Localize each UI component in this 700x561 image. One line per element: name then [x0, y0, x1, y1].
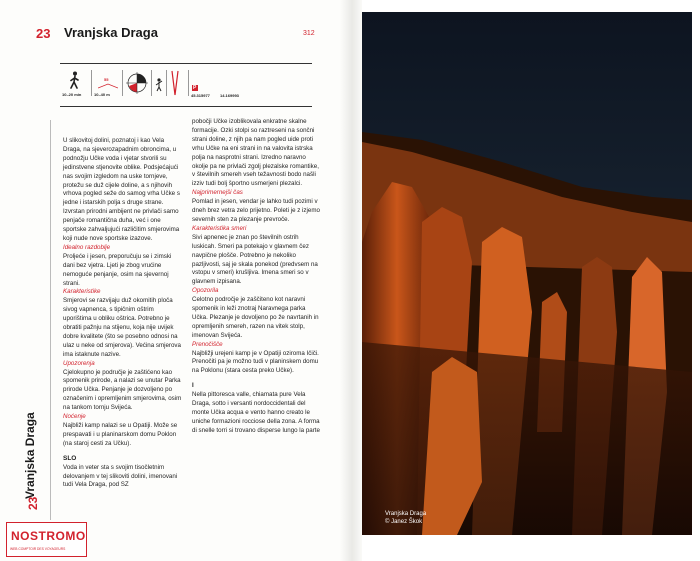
latitude-value: 45.315977	[191, 93, 210, 98]
caption-title: Vranjska Draga	[385, 511, 427, 517]
body-paragraph: Celotno področje je zaščiteno kot naravni spomenik in leži znotraj Naravnega parka Učka. Plezanje je dovoljeno po že navrtanih in opremljenih smereh, razen na vitek stolp, imenovan Svijeća.	[192, 296, 319, 339]
route-info-bar	[62, 68, 312, 104]
section-heading: Opozorila	[192, 287, 219, 295]
body-paragraph: Cjelokupno je područje je zaštićeno kao spomenik prirode, a nalazi se unutar Parka prirode Učka. Penjanje je dozvoljeno po označenim i opremljenim smjerovima, osim na tankom tornju Svijeća.	[63, 368, 182, 412]
side-rule	[50, 120, 51, 520]
info-top-rule	[60, 63, 312, 64]
side-route-title: Vranjska Draga	[23, 412, 37, 499]
section-heading: Prenočišče	[192, 340, 223, 348]
language-heading-it: I	[192, 382, 194, 390]
book-gutter	[340, 0, 362, 561]
info-divider	[151, 70, 152, 96]
body-paragraph: Najbliži kamp nalazi se u Opatiji. Može se prespavati i u planinarskom domu Poklon (na staroj cesti za Učku).	[63, 422, 178, 447]
caption-credit: © Janez Škok	[385, 518, 423, 525]
section-heading: Karakteristika smeri	[192, 224, 247, 232]
longitude-value: 14.169993	[220, 93, 239, 98]
grid-letter: P	[193, 85, 197, 91]
elevation-icon	[98, 83, 118, 89]
photo-caption	[385, 511, 426, 526]
logo-tagline: WEB COMPTOIR DES VOYAGEURS	[10, 547, 66, 551]
logo-name: NOSTROMO	[11, 529, 86, 543]
info-divider	[91, 70, 92, 96]
body-paragraph: Proljeće i jesen, preporučuju se i zimski dani bez vjetra. Ljeti je zbog vrućine nemoguće penjanje, osim na sjevernoj strani.	[63, 252, 172, 287]
rock-towers-photo	[362, 12, 692, 535]
distance-value: 10–40 m	[94, 92, 110, 97]
body-paragraph: Pomlad in jesen, vendar je lahko tudi pozimi v dneh brez vetra zelo prijetno. Poleti je z izjemo severnih sten za plezanje prevroče.	[192, 198, 320, 223]
body-paragraph: Voda in veter sta s svojim tisočletnim delovanjem v tej slikoviti dolini, imenovani tudi Vela Draga, pod SZ	[63, 463, 178, 489]
climber-icon	[155, 78, 163, 92]
section-heading: Idealno razdoblje	[63, 243, 111, 251]
body-paragraph: pobočji Učke izoblikovala enkratne skalne formacije. Ozki stolpi so raztreseni na sončni strani doline, z njih pa nam pogled uide proti vrhu Učke na eni strani in na valovita istrska polja na nasprotni strani. Izredno naravno okolje pa ne privlači zgolj plezalske romantike, v številnih smereh vseh težavnosti bodo našli izziv tudi bolj športno usmerjeni plezalci.	[192, 118, 319, 188]
text-column-left	[63, 137, 183, 490]
compass-icon	[126, 72, 148, 94]
body-paragraph: U slikovitoj dolini, poznatoj i kao Vela Draga, na sjeverozapadnim obroncima, u podnožju Učke voda i vjetar stvorili su jedinstvene stjenovite oblike. Podsjećajući nas svojim izgledom na uske tornjeve, protežu se duž cijele doline, a s njihovih vrhova pogled seže do samog vrha Učke s jedne i istarskih polja s druge strane. Izvrstan prirodni ambijent ne privlači samo penjače romantična duha, već i one sportske zahvaljujući različitim smjerovima koji nude nove sportske izazove.	[63, 137, 180, 242]
section-heading: Upozorenja	[63, 359, 95, 367]
info-divider	[188, 70, 189, 96]
body-paragraph: Smjerovi se razvijaju duž okomitih ploča sivog vapnenca, s tipičnim oštrim uporištima u obliku oštrica. Potrebno je obratiti pažnju na stijenu, koja nije uvijek dobre kvalitete (što se posebno odnosi na ulaz u neke od smjerova). Većina smjerova ima istaknute nazive.	[63, 297, 181, 358]
section-heading: Noćenje	[63, 413, 86, 421]
body-paragraph: Nella pittoresca valle, chiamata pure Vela Draga, sotto i versanti nordoccidentali del monte Učka acqua e vento hanno creato le uniche formazioni rocciose della zona. A forma di snelle torri si trovano disperse lungo la parte	[192, 391, 320, 434]
side-route-number: 23	[26, 496, 40, 510]
info-bottom-rule	[60, 106, 312, 107]
section-heading: Karakteristike	[63, 288, 101, 296]
hiker-icon	[68, 71, 82, 89]
grid-marker	[192, 85, 198, 91]
time-value: 10–20 min	[62, 92, 82, 97]
info-divider	[122, 70, 123, 96]
nostromo-logo	[6, 522, 87, 557]
body-paragraph: Sivi apnenec je znan po številnih ostrih luskicah. Smeri pa potekajo v glavnem čez navpične plošče. Potrebno je nekoliko pazljivosti, saj je skala ponekod (predvsem na vstopu v smeri) krušljiva. Imena smeri so v glavnem izpisana.	[192, 233, 318, 286]
text-column-right	[192, 118, 320, 436]
info-divider	[166, 70, 167, 96]
section-heading: Najprimernejši čas	[192, 189, 243, 197]
climbing-rope-icon	[169, 70, 181, 96]
route-number: 23	[36, 26, 51, 41]
route-title: Vranjska Draga	[64, 25, 158, 40]
language-heading-slo: SLO	[63, 454, 77, 462]
body-paragraph: Najbližji urejeni kamp je v Opatiji oziroma Ičiči. Prenočiti pa je možno tudi v planinskem domu na Poklonu (stara cesta preko Učke).	[192, 349, 319, 375]
elevation-value: 55	[104, 77, 109, 82]
page-number: 312	[303, 30, 315, 37]
